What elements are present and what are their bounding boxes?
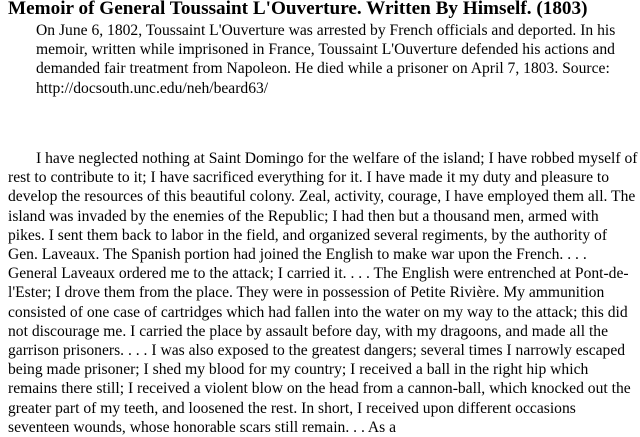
document-title: Memoir of General Toussaint L'Ouverture. Written By Himself. (1803) [8,0,588,19]
memoir-body-paragraph: I have neglected nothing at Saint Domingo for the welfare of the island; I have robbed myself of rest to contribute to it; I have sacrificed everything for it. I have made it my duty and pleasure to develop the resources of this beautiful colony. Zeal, activity, courage, I have employed them all. The island was invaded by the enemies of the Republic; I had then but a thousand men, armed with pikes. I sent them back to labor in the field, and organized several regiments, by the authority of Gen. Laveaux. The Spanish portion had joined the English to make war upon the French. . . . General Laveaux ordered me to the attack; I carried it. . . . The English were entrenched at Pont-de-l'Ester; I drove them from the place. They were in possession of Petite Rivière. My ammunition consisted of one case of cartridges which had fallen into the water on my way to the attack; this did not discourage me. I carried the place by assault before day, with my dragoons, and made all the garrison prisoners. . . . I was also exposed to the greatest dangers; several times I narrowly escaped being made prisoner; I shed my blood for my country; I received a ball in the right hip which remains there still; I received a violent blow on the head from a cannon-ball, which knocked out the greater part of my teeth, and loosened the rest. In short, I received upon different occasions seventeen wounds, whose honorable scars still remain. . . As a [8,150,638,436]
intro-paragraph: On June 6, 1802, Toussaint L'Ouverture was arrested by French officials and deported. In his memoir, written while imprisoned in France, Toussaint L'Ouverture defended his actions and demanded fair treatment from Napoleon. He died while a prisoner on April 7, 1803. Source: http://docsouth.unc.edu/neh/beard63/ [36,22,616,97]
